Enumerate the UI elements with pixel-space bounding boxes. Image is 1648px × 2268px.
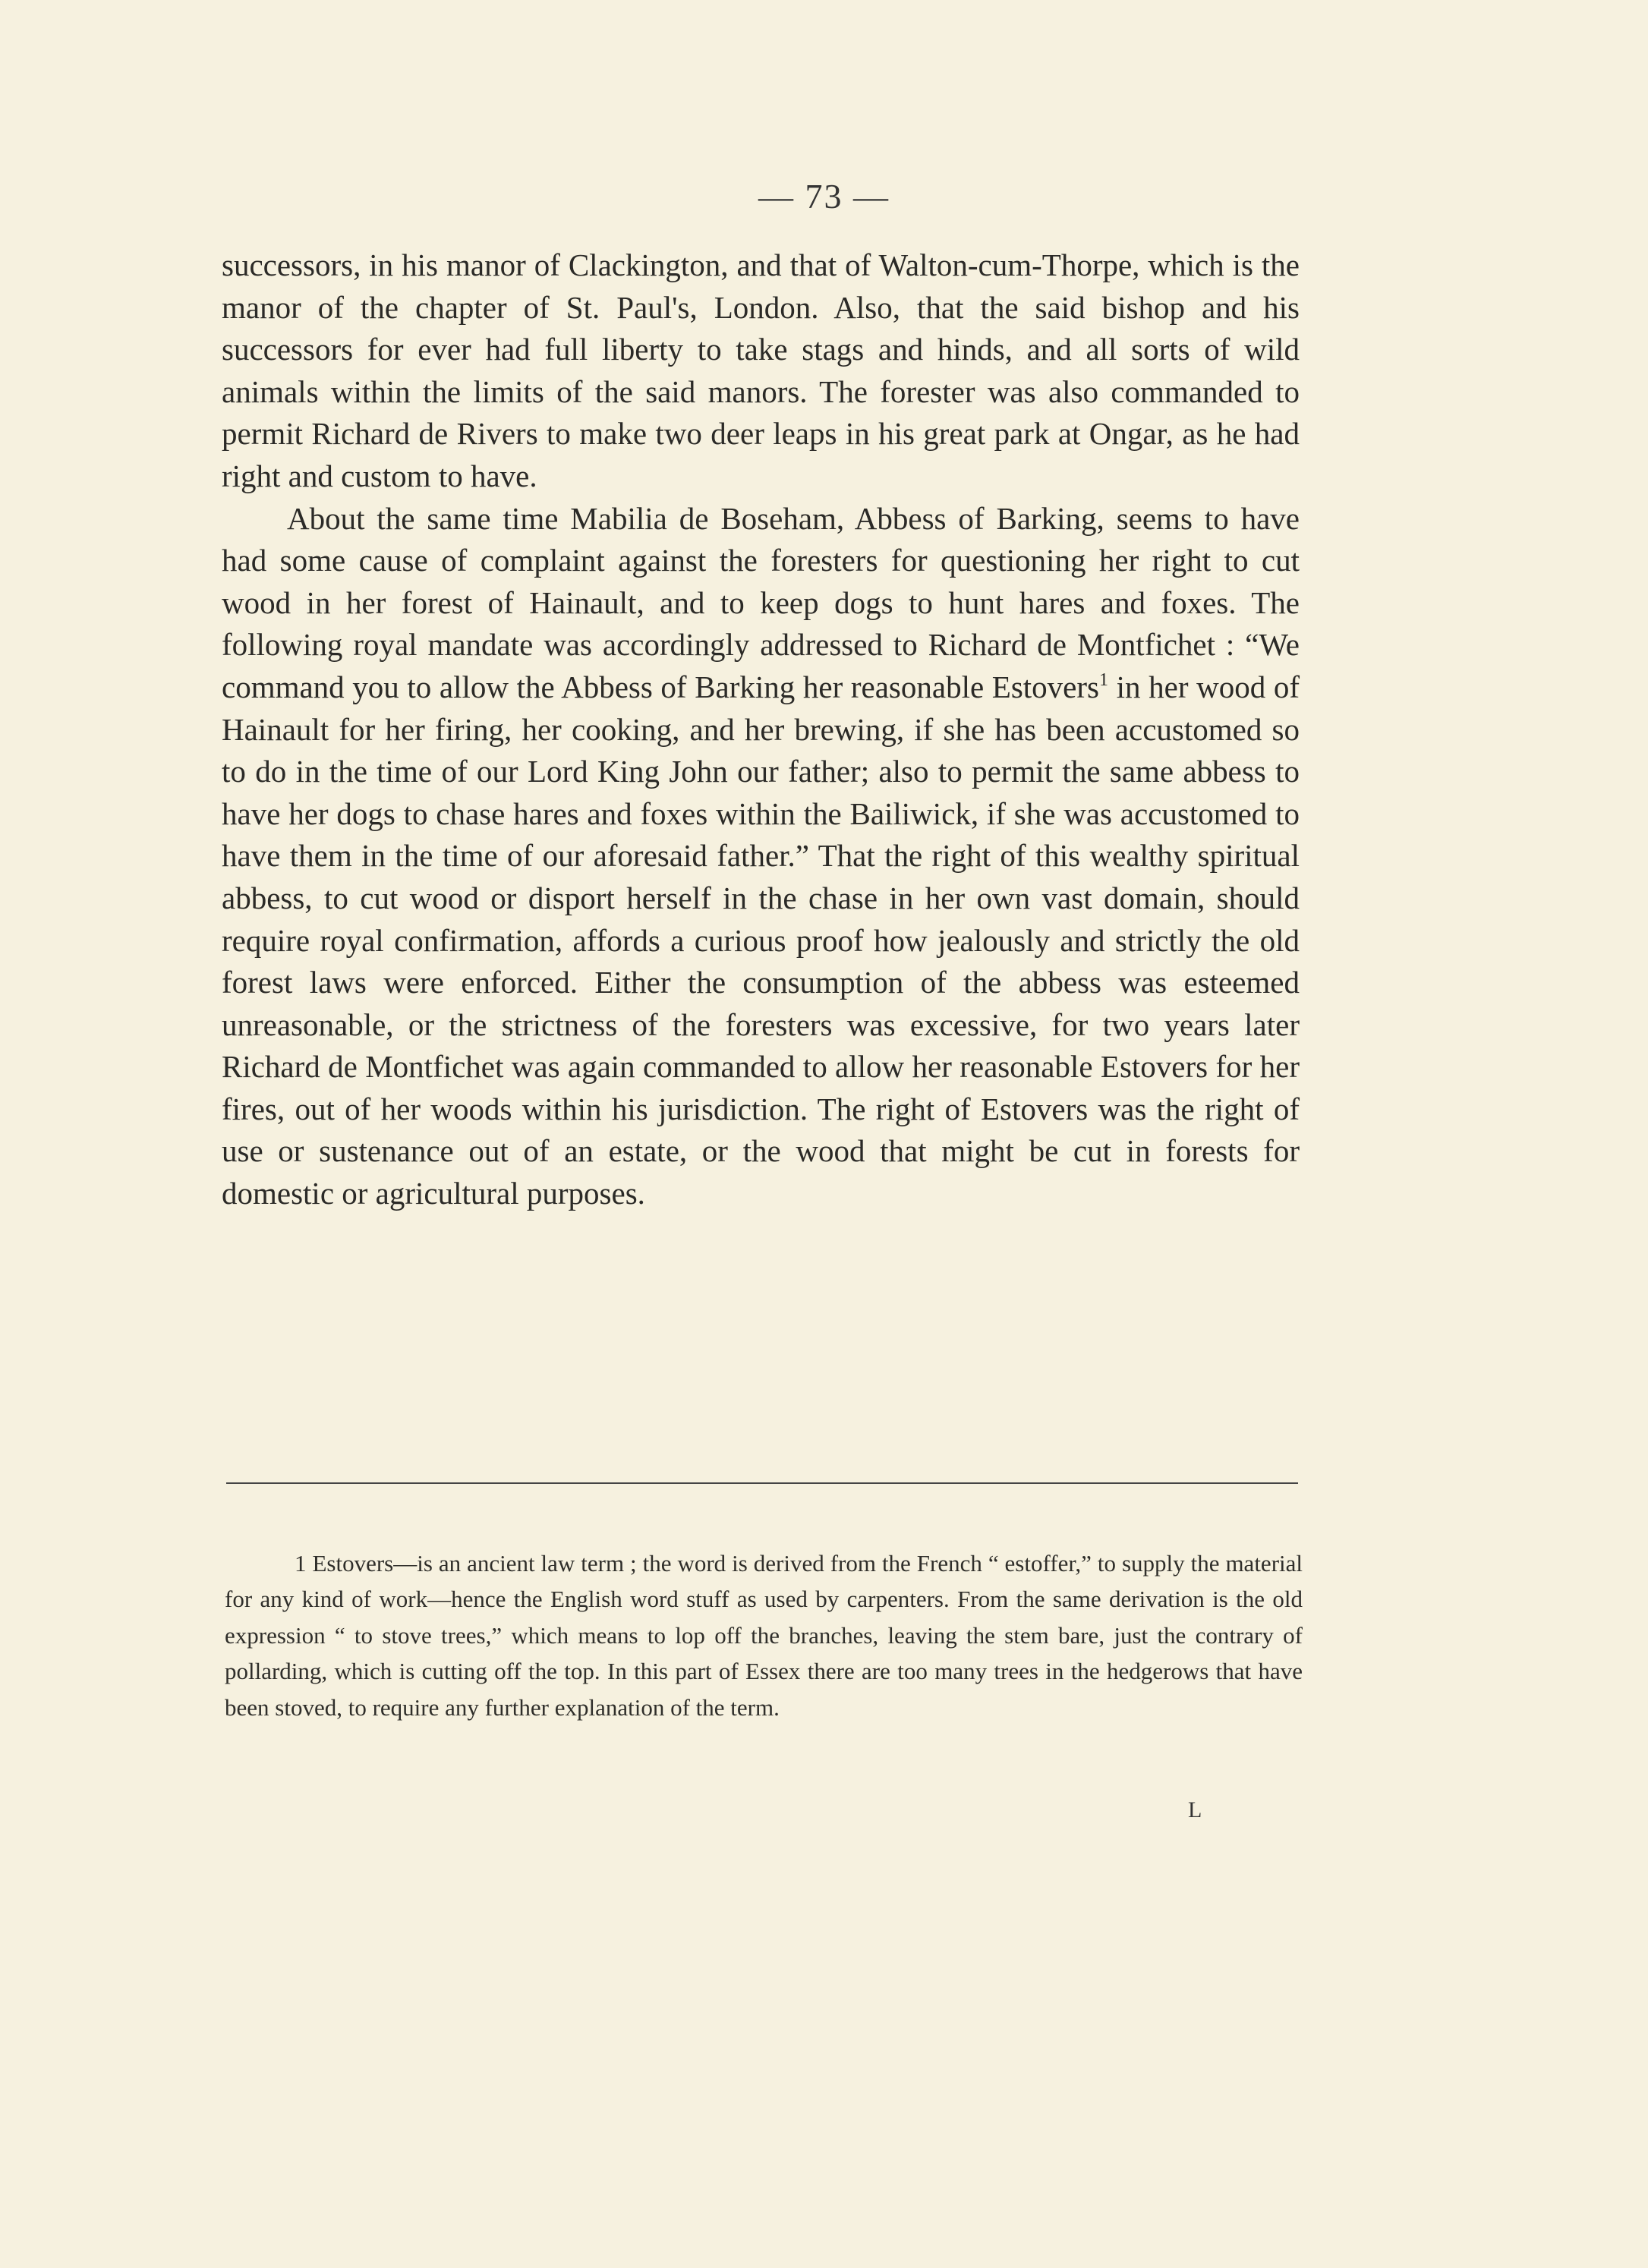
footnote	[225, 1545, 1303, 1725]
signature-mark: L	[1188, 1797, 1202, 1822]
footnote-text: 1 Estovers—is an ancient law term ; the word is derived from the French “ estoffer,” to supply the material for any kind of work—hence the English word stuff as used by carpenters. From the same derivation is the old expression “ to stove trees,” which means to lop off the branches, leaving the stem bare, just the contrary of pollarding, which is cutting off the top. In this part of Essex there are too many trees in the hedgerows that have been stoved, to require any further explanation of the term.	[225, 1550, 1303, 1721]
page-number: — 73 —	[758, 177, 890, 216]
footnote-divider	[226, 1482, 1298, 1484]
paragraph-2-part-2: in her wood of Hainault for her firing, her cooking, and her brewing, if she has been accustomed so to do in the time of our Lord King John our father; also to permit the same abbess to have her dogs to chase hares and foxes within the Bailiwick, if she was accustomed to have them in the time of our aforesaid father.” That the right of this wealthy spiritual abbess, to cut wood or disport herself in the chase in her own vast domain, should require royal confirmation, affords a curious proof how jealously and strictly the old forest laws were enforced. Either the consumption of the abbess was esteemed unreasonable, or the strictness of the foresters was excessive, for two years later Richard de Montfichet was again commanded to allow her reasonable Estovers for her fires, out of her woods within his jurisdiction. The right of Estovers was the right of use or sustenance out of an estate, or the wood that might be cut in forests for domestic or agricultural purposes.	[222, 669, 1300, 1211]
footnote-reference: 1	[1099, 669, 1108, 690]
paragraph-2	[222, 498, 1300, 1215]
paragraph-2-part-1: About the same time Mabilia de Boseham, Abbess of Barking, seems to have had some cause of complaint against the foresters for questioning her right to cut wood in her forest of Hainault, and to keep dogs to hunt hares and foxes. The following royal mandate was accordingly addressed to Richard de Montfichet : “We command you to allow the Abbess of Barking her reasonable Estovers	[222, 500, 1300, 704]
main-text	[222, 244, 1300, 1215]
paragraph-1: successors, in his manor of Clackington, and that of Walton-cum-Thorpe, which is the manor of the chapter of St. Paul's, London. Also, that the said bishop and his successors for ever had full liberty to take stags and hinds, and all sorts of wild animals within the limits of the said manors. The forester was also commanded to permit Richard de Rivers to make two deer leaps in his great park at Ongar, as he had right and custom to have.	[222, 247, 1300, 493]
